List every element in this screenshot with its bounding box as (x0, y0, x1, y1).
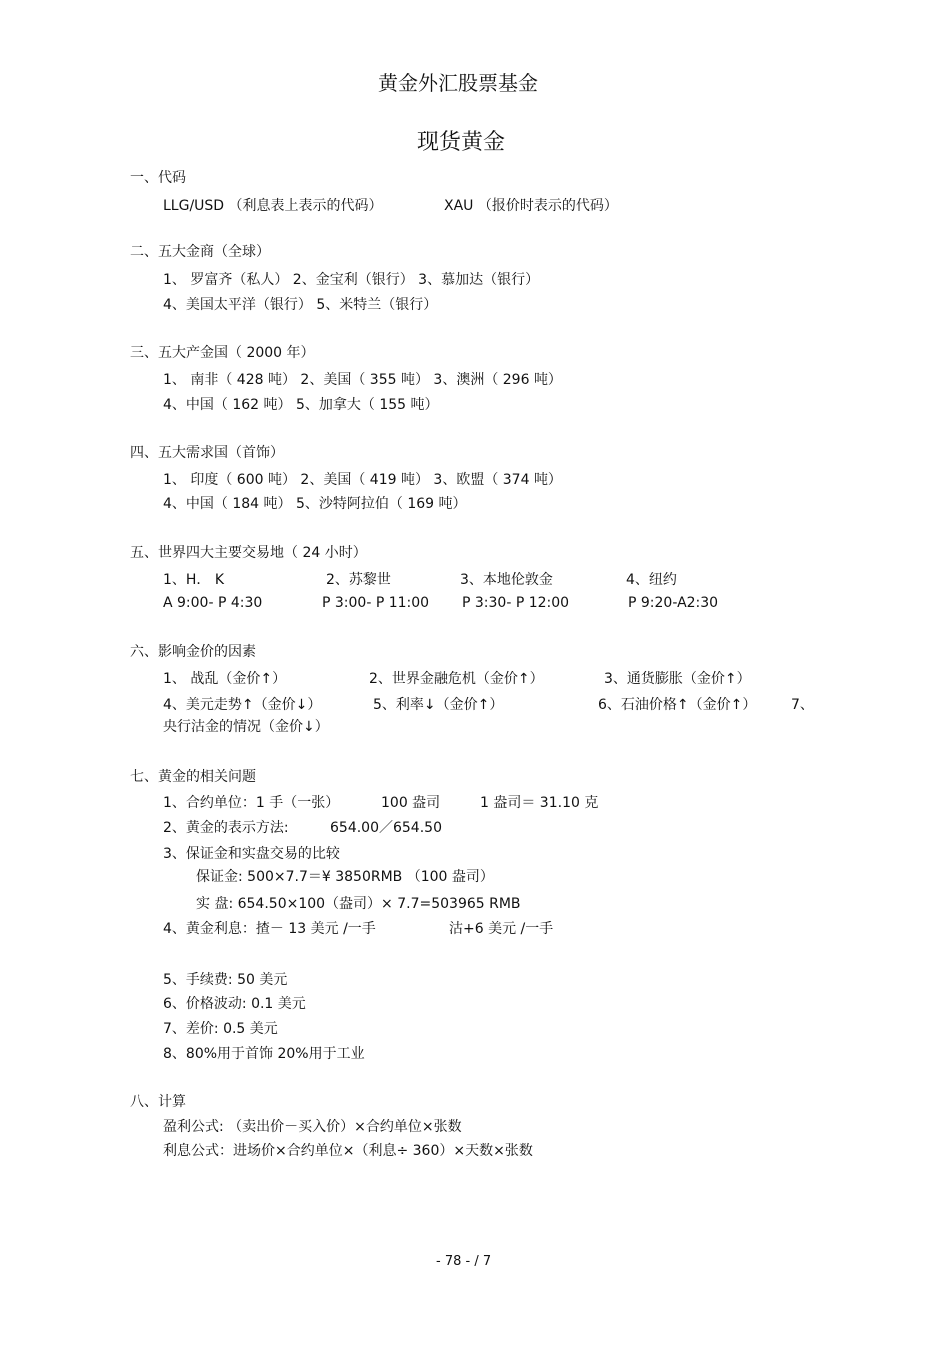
document-subtitle: 现货黄金 (417, 130, 506, 155)
s6-item-6: 6、石油价格↑（金价↑） (598, 697, 757, 713)
s7-margin-line: 保证金: 500×7.7＝¥ 3850RMB （100 盎司） (196, 869, 494, 885)
section-1-heading: 一、代码 (130, 170, 186, 186)
section-6-heading: 六、影响金价的因素 (130, 644, 256, 660)
s6-item-2: 2、世界金融危机（金价↑） (369, 671, 544, 687)
s3-line-1: 1、 南非（ 428 吨） 2、美国（ 355 吨） 3、澳洲（ 296 吨） (163, 372, 562, 388)
s5-time-2: P 3:00- P 11:00 (322, 595, 430, 611)
s6-item-3: 3、通货膨胀（金价↑） (604, 671, 751, 687)
section-7-heading: 七、黄金的相关问题 (130, 769, 256, 785)
s5-time-4: P 9:20-A2:30 (628, 595, 719, 611)
section-4-heading: 四、五大需求国（首饰） (130, 445, 284, 461)
s7-physical-line: 实 盘: 654.50×100（盎司）× 7.7=503965 RMB (196, 896, 521, 912)
s7-contract-unit: 1、合约单位：1 手（一张） (163, 795, 340, 811)
document-title: 黄金外汇股票基金 (378, 71, 538, 95)
s6-item-1: 1、 战乱（金价↑） (163, 671, 287, 687)
section-2-heading: 二、五大金商（全球） (130, 244, 270, 260)
s6-item-7-number: 7、 (791, 697, 814, 713)
s6-item-7-text: 央行沽金的情况（金价↓） (163, 719, 329, 735)
s5-time-1: A 9:00- P 4:30 (163, 595, 263, 611)
s1-xau-code: XAU （报价时表示的代码） (444, 198, 618, 214)
s7-interest-sell: 沽+6 美元 /一手 (449, 921, 554, 937)
s2-line-2: 4、美国太平洋（银行） 5、米特兰（银行） (163, 297, 438, 313)
s8-profit-formula: 盈利公式: （卖出价－买入价）×合约单位×张数 (163, 1119, 462, 1135)
s4-line-2: 4、中国（ 184 吨） 5、沙特阿拉伯（ 169 吨） (163, 496, 467, 512)
s7-interest-buy: 4、黄金利息：揸－ 13 美元 /一手 (163, 921, 376, 937)
s6-item-5: 5、利率↓（金价↑） (373, 697, 504, 713)
s1-llg-code: LLG/USD （利息表上表示的代码） (163, 198, 383, 214)
s7-usage: 8、80%用于首饰 20%用于工业 (163, 1046, 365, 1062)
s5-place-4: 4、纽约 (626, 572, 677, 588)
s2-line-1: 1、 罗富齐（私人） 2、金宝利（银行） 3、慕加达（银行） (163, 272, 540, 288)
section-5-heading: 五、世界四大主要交易地（ 24 小时） (130, 545, 367, 561)
s7-price-notation-value: 654.00／654.50 (330, 820, 442, 836)
s5-time-3: P 3:30- P 12:00 (462, 595, 570, 611)
s6-item-4: 4、美元走势↑（金价↓） (163, 697, 322, 713)
s7-margin-compare-heading: 3、保证金和实盘交易的比较 (163, 846, 340, 862)
s5-place-3: 3、本地伦敦金 (460, 572, 553, 588)
page-number: - 78 - / 7 (436, 1254, 492, 1269)
s5-place-2: 2、苏黎世 (326, 572, 391, 588)
s7-ounce-grams: 1 盎司＝ 31.10 克 (480, 795, 599, 811)
s3-line-2: 4、中国（ 162 吨） 5、加拿大（ 155 吨） (163, 397, 439, 413)
s7-contract-ounces: 100 盎司 (381, 795, 441, 811)
section-8-heading: 八、计算 (130, 1094, 186, 1110)
s7-fee: 5、手续费: 50 美元 (163, 972, 288, 988)
s7-price-fluctuation: 6、价格波动: 0.1 美元 (163, 996, 306, 1012)
s7-price-notation-label: 2、黄金的表示方法: (163, 820, 289, 836)
s4-line-1: 1、 印度（ 600 吨） 2、美国（ 419 吨） 3、欧盟（ 374 吨） (163, 472, 562, 488)
section-3-heading: 三、五大产金国（ 2000 年） (130, 345, 315, 361)
s8-interest-formula: 利息公式：进场价×合约单位×（利息÷ 360）×天数×张数 (163, 1143, 533, 1159)
s5-place-1: 1、H． K (163, 572, 225, 588)
s7-spread: 7、差价: 0.5 美元 (163, 1021, 278, 1037)
